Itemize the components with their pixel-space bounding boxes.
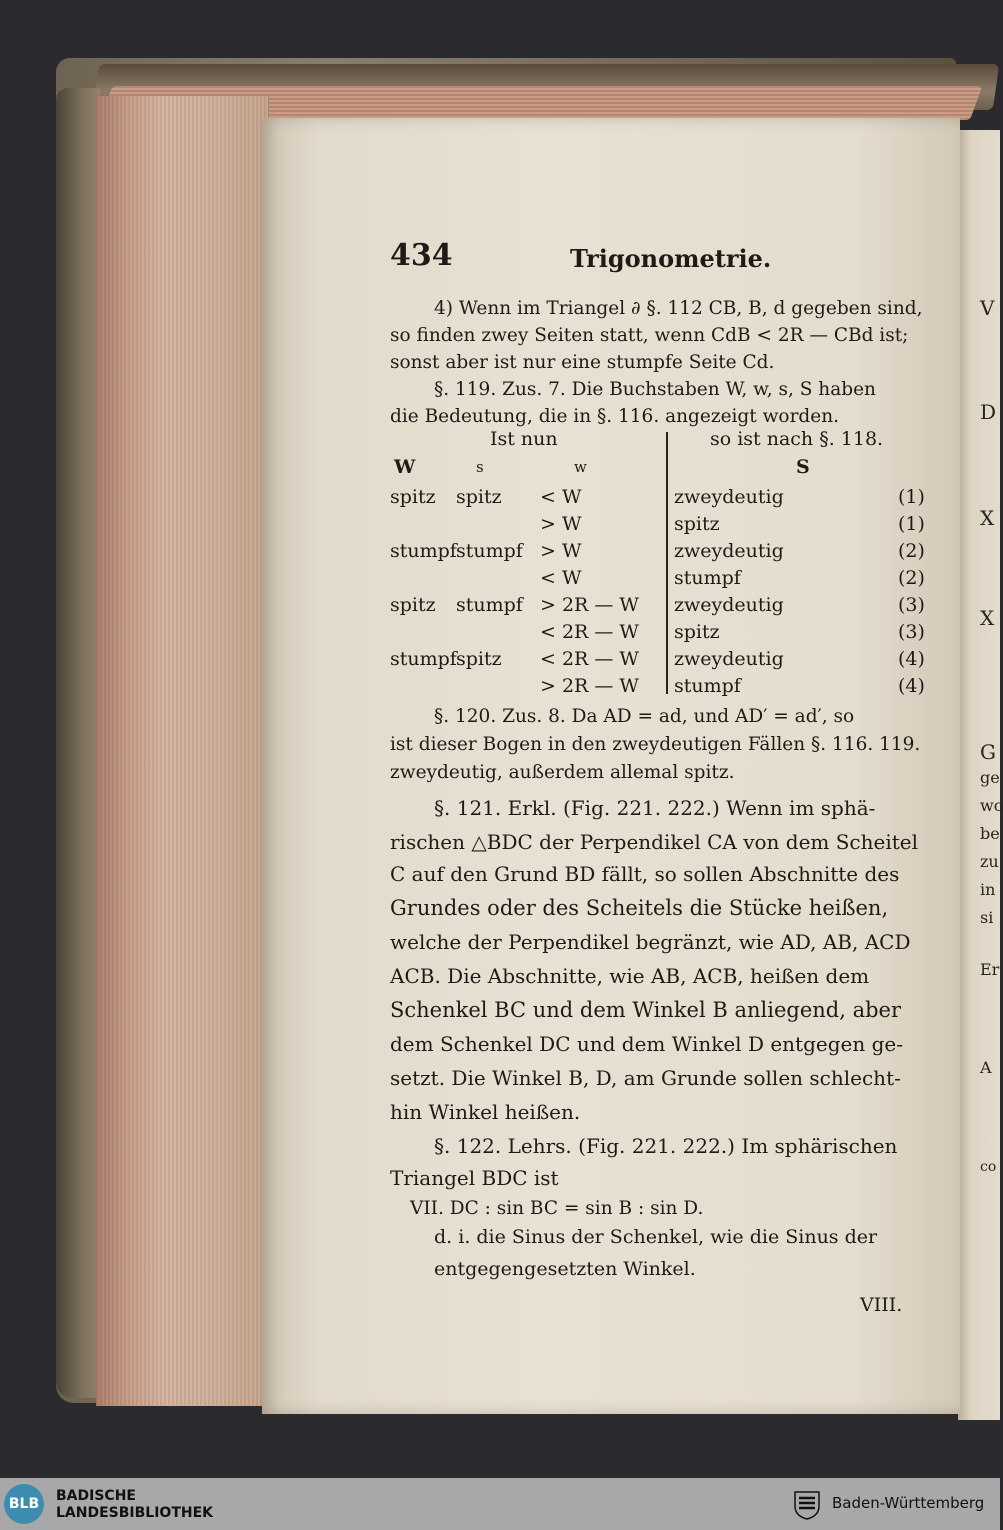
text-line: ACB. Die Abschnitte, wie AB, ACB, heißen dem: [390, 964, 870, 988]
formula-line: VII. DC : sin BC = sin B : sin D.: [410, 1198, 704, 1219]
text-line: §. 122. Lehrs. (Fig. 221. 222.) Im sphärischen: [434, 1134, 898, 1158]
text-line: ist dieser Bogen in den zweydeutigen Fällen §. 116. 119.: [390, 734, 921, 755]
page-number: 434: [390, 238, 453, 273]
cell-S: spitz: [674, 513, 720, 535]
cell-case: (2): [898, 567, 925, 589]
text-line: §. 120. Zus. 8. Da AD = ad, und AD′ = ad′, so: [434, 706, 855, 727]
cell-w: < W: [540, 486, 582, 508]
text-line: die Bedeutung, die in §. 116. angezeigt worden.: [390, 406, 839, 427]
next-page-fragment: D: [980, 400, 997, 424]
library-name-line-2: LANDESBIBLIOTHEK: [56, 1505, 214, 1521]
text-line: rischen △BDC der Perpendikel CA von dem Scheitel: [390, 830, 919, 854]
text-line: §. 119. Zus. 7. Die Buchstaben W, w, s, S haben: [434, 379, 876, 400]
cell-S: stumpf: [674, 675, 741, 697]
cell-w: < 2R — W: [540, 621, 639, 643]
text-line: Triangel BDC ist: [390, 1166, 559, 1190]
cell-S: zweydeutig: [674, 486, 784, 508]
next-page-fragment: V: [980, 296, 995, 320]
cell-case: (3): [898, 594, 925, 616]
text-line: §. 121. Erkl. (Fig. 221. 222.) Wenn im sphä-: [434, 796, 876, 820]
case-table: [390, 430, 935, 700]
cell-w: > 2R — W: [540, 675, 639, 697]
text-line: setzt. Die Winkel B, D, am Grunde sollen schlecht-: [390, 1066, 901, 1090]
blb-logo: BLB: [4, 1484, 44, 1524]
next-page-fragment: X: [980, 606, 995, 630]
cell-s: stumpf: [456, 540, 523, 562]
table-head-right: so ist nach §. 118.: [710, 428, 884, 450]
cell-case: (4): [898, 648, 925, 670]
cell-S: spitz: [674, 621, 720, 643]
cell-w: < 2R — W: [540, 648, 639, 670]
catchword: VIII.: [860, 1294, 903, 1316]
footer-bar: [0, 1478, 1000, 1530]
cell-W: spitz: [390, 594, 436, 616]
next-page-fragment: wo: [980, 796, 1003, 815]
text-line: d. i. die Sinus der Schenkel, wie die Sinus der: [434, 1226, 878, 1248]
cell-case: (1): [898, 486, 925, 508]
next-page-fragment: be: [980, 824, 1000, 843]
next-page-fragment: X: [980, 506, 995, 530]
text-line: Schenkel BC und dem Winkel B anliegend, aber: [390, 998, 901, 1022]
library-name-line-1: BADISCHE: [56, 1488, 136, 1504]
cell-w: > W: [540, 540, 582, 562]
table-col-S: S: [796, 456, 810, 478]
state-name: Baden-Württemberg: [832, 1494, 985, 1512]
text-line: sonst aber ist nur eine stumpfe Seite Cd.: [390, 352, 775, 373]
cell-w: > 2R — W: [540, 594, 639, 616]
table-head-left: Ist nun: [490, 428, 558, 450]
cell-W: spitz: [390, 486, 436, 508]
cell-S: stumpf: [674, 567, 741, 589]
cell-case: (2): [898, 540, 925, 562]
text-line: dem Schenkel DC und dem Winkel D entgegen ge-: [390, 1032, 903, 1056]
cell-s: spitz: [456, 486, 502, 508]
next-page-fragment: G: [980, 740, 996, 764]
next-page-fragment: ge: [980, 768, 1000, 787]
cell-s: spitz: [456, 648, 502, 670]
next-page-fragment: A: [980, 1058, 992, 1077]
text-line: hin Winkel heißen.: [390, 1100, 581, 1124]
cell-w: > W: [540, 513, 582, 535]
running-head: Trigonometrie.: [570, 244, 772, 273]
table-col-W: W: [394, 456, 416, 478]
coat-of-arms-icon: [792, 1488, 822, 1520]
cell-W: stumpf: [390, 648, 457, 670]
text-line: entgegengesetzten Winkel.: [434, 1258, 696, 1280]
cell-case: (3): [898, 621, 925, 643]
text-line: C auf den Grund BD fällt, so sollen Abschnitte des: [390, 862, 900, 886]
book-spine: [56, 88, 100, 1398]
text-line: Grundes oder des Scheitels die Stücke heißen,: [390, 896, 889, 920]
text-line: zweydeutig, außerdem allemal spitz.: [390, 762, 735, 783]
table-col-s: s: [476, 458, 484, 476]
text-line: welche der Perpendikel begränzt, wie AD, AB, ACD: [390, 930, 911, 954]
cell-case: (1): [898, 513, 925, 535]
next-page-fragment: co: [980, 1159, 997, 1175]
text-line: so finden zwey Seiten statt, wenn CdB < 2R — CBd ist;: [390, 325, 909, 346]
next-page-edge: [958, 130, 1003, 1420]
next-page-fragment: Er: [980, 960, 1000, 979]
table-col-w: w: [574, 458, 587, 476]
next-page-fragment: si: [980, 908, 994, 927]
cell-S: zweydeutig: [674, 594, 784, 616]
text-line: 4) Wenn im Triangel ∂ §. 112 CB, B, d gegeben sind,: [434, 298, 923, 319]
library-name: [56, 1488, 213, 1522]
next-page-fragment: in: [980, 880, 996, 899]
cell-S: zweydeutig: [674, 648, 784, 670]
cell-W: stumpf: [390, 540, 457, 562]
cell-w: < W: [540, 567, 582, 589]
cell-s: stumpf: [456, 594, 523, 616]
table-divider: [666, 432, 668, 694]
page-edges: [96, 96, 269, 1406]
cell-case: (4): [898, 675, 925, 697]
cell-S: zweydeutig: [674, 540, 784, 562]
next-page-fragment: zu: [980, 852, 999, 871]
